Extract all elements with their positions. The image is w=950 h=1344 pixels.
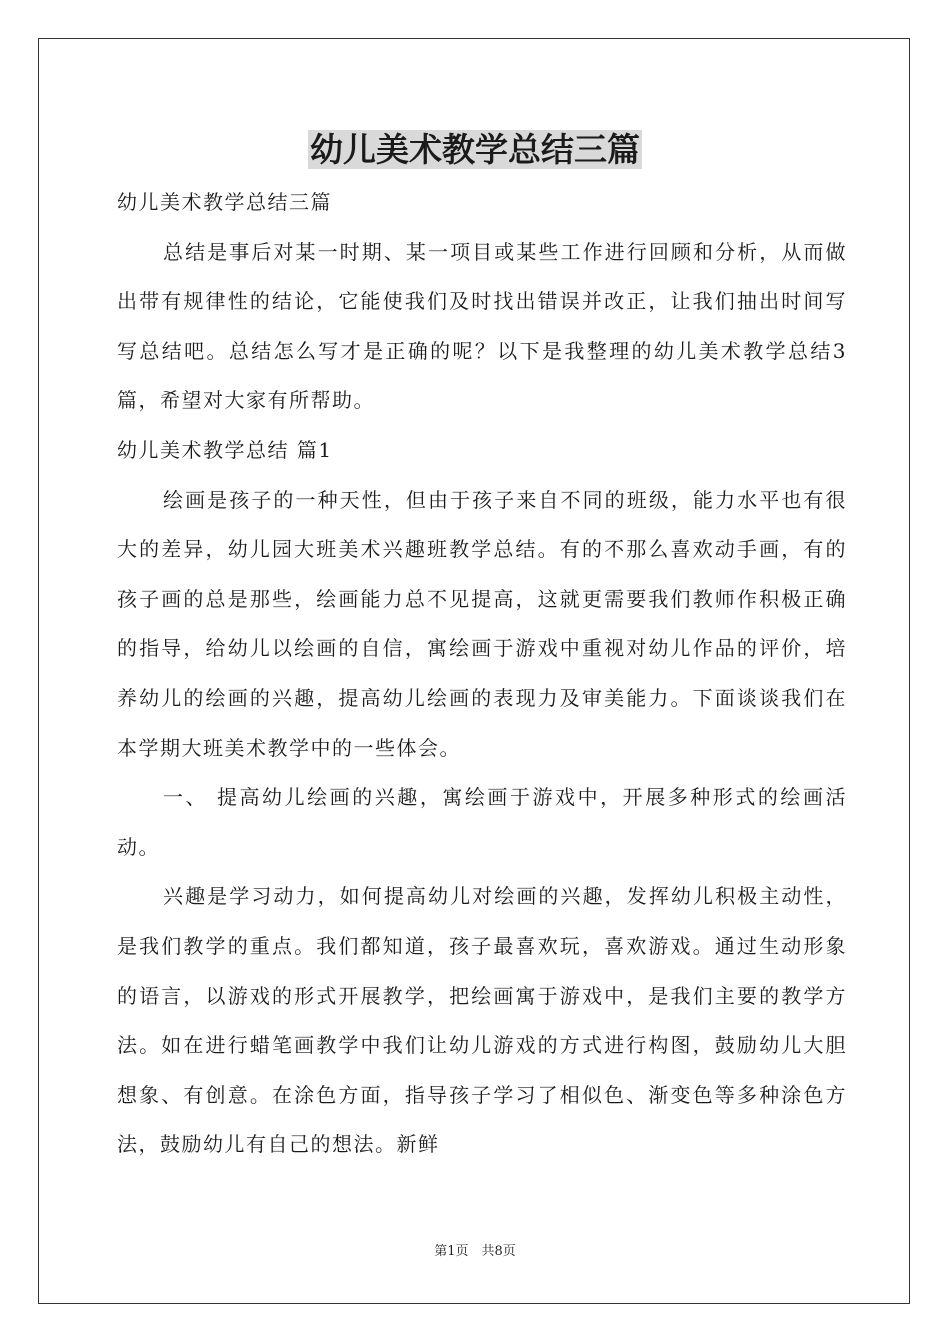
document-title <box>0 127 950 173</box>
subtitle-line: 幼儿美术教学总结三篇 <box>117 190 332 214</box>
intro-paragraph: 总结是事后对某一时期、某一项目或某些工作进行回顾和分析，从而做出带有规律性的结论，它能使我们及时找出错误并改正，让我们抽出时间写写总结吧。总结怎么写才是正确的呢？以下是我整理的幼儿美术教学总结3篇，希望对大家有所帮助。 <box>117 239 847 413</box>
body-paragraph: 兴趣是学习动力，如何提高幼儿对绘画的兴趣，发挥幼儿积极主动性，是我们教学的重点。我们都知道，孩子最喜欢玩，喜欢游戏。通过生动形象的语言，以游戏的形式开展教学，把绘画寓于游戏中，是我们主要的教学方法。如在进行蜡笔画教学中我们让幼儿游戏的方式进行构图，鼓励幼儿大胆想象、有创意。在涂色方面，指导孩子学习了相似色、渐变色等多种涂色方法，鼓励幼儿有自己的想法。新鲜 <box>117 884 847 1157</box>
document-title-text: 幼儿美术教学总结三篇 <box>310 130 640 169</box>
document-body <box>117 178 847 1170</box>
section-heading: 幼儿美术教学总结 篇1 <box>117 437 333 462</box>
page-number-footer: 第1页 共8页 <box>434 1244 516 1259</box>
body-paragraph: 绘画是孩子的一种天性，但由于孩子来自不同的班级，能力水平也有很大的差异，幼儿园大班美术兴趣班教学总结。有的不那么喜欢动手画，有的孩子画的总是那些，绘画能力总不见提高，这就更需要我们教师作积极正确的指导，给幼儿以绘画的自信，寓绘画于游戏中重视对幼儿作品的评价，培养幼儿的绘画的兴趣，提高幼儿绘画的表现力及审美能力。下面谈谈我们在本学期大班美术教学中的一些体会。 <box>117 487 847 760</box>
point-heading: 一、 提高幼儿绘画的兴趣，寓绘画于游戏中，开展多种形式的绘画活动。 <box>117 785 847 859</box>
